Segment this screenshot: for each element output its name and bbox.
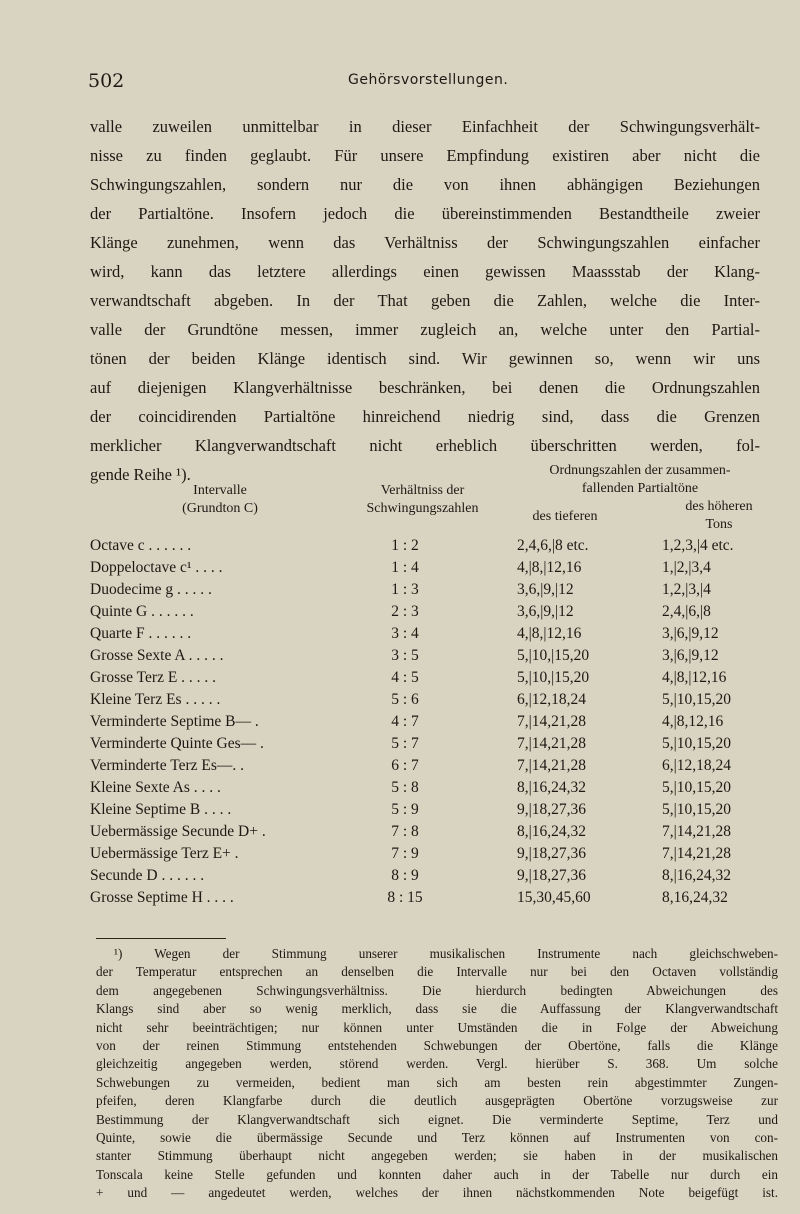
lower-partials: 9,|18,27,36 xyxy=(517,845,586,862)
ratio-value: 5 : 6 xyxy=(391,691,419,708)
higher-partials: 3,|6,|9,12 xyxy=(662,625,719,642)
interval-name: Octave c . . . . . . xyxy=(90,537,192,554)
interval-name: Verminderte Terz Es—. . xyxy=(90,757,245,774)
higher-partials: 1,2,3,|4 etc. xyxy=(662,537,734,554)
page-number: 502 xyxy=(88,70,125,92)
interval-table xyxy=(90,535,770,909)
higher-partials: 5,|10,15,20 xyxy=(662,801,731,818)
ratio-value: 5 : 7 xyxy=(391,735,419,752)
interval-name: Secunde D . . . . . . xyxy=(90,867,205,884)
table-header xyxy=(90,460,770,532)
header-tieferen: des tieferen xyxy=(532,509,598,524)
table-row xyxy=(90,711,770,733)
body-line: der coincidirenden Partialtöne hinreichend niedrig sind, dass die Grenzen xyxy=(90,407,760,426)
body-line: Schwingungszahlen, sondern nur die von ihnen abhängigen Beziehungen xyxy=(90,175,760,194)
header-intervalle-line-1: Intervalle xyxy=(193,483,247,498)
interval-name: Grosse Septime H . . . . xyxy=(90,889,234,906)
lower-partials: 9,|18,27,36 xyxy=(517,867,586,884)
lower-partials: 7,|14,21,28 xyxy=(517,735,586,752)
table-row xyxy=(90,733,770,755)
footnote-line: stanter Stimmung überhaupt nicht angegeben werden; sie haben in der musikalischen xyxy=(96,1148,778,1164)
higher-partials: 4,|8,|12,16 xyxy=(662,669,727,686)
table-row xyxy=(90,645,770,667)
page-header xyxy=(88,70,760,94)
lower-partials: 8,|16,24,32 xyxy=(517,823,586,840)
ratio-value: 6 : 7 xyxy=(391,757,419,774)
higher-partials: 1,2,|3,|4 xyxy=(662,581,711,598)
table-row xyxy=(90,799,770,821)
header-ordnungszahlen-line-1: Ordnungszahlen der zusammen- xyxy=(549,463,731,478)
lower-partials: 3,6,|9,|12 xyxy=(517,581,574,598)
lower-partials: 5,|10,|15,20 xyxy=(517,647,590,664)
interval-name: Quinte G . . . . . . xyxy=(90,603,194,620)
ratio-value: 5 : 9 xyxy=(391,801,419,818)
higher-partials: 3,|6,|9,12 xyxy=(662,647,719,664)
lower-partials: 5,|10,|15,20 xyxy=(517,669,590,686)
ratio-value: 4 : 5 xyxy=(391,669,419,686)
ratio-value: 3 : 5 xyxy=(391,647,419,664)
higher-partials: 8,|16,24,32 xyxy=(662,867,731,884)
table-row xyxy=(90,579,770,601)
interval-name: Duodecime g . . . . . xyxy=(90,581,212,598)
footnote-line: gleichzeitig angegeben werden, störend werden. Vergl. hierüber S. 368. Um solche xyxy=(96,1056,778,1072)
body-line: tönen der beiden Klänge identisch sind. Wir gewinnen so, wenn wir uns xyxy=(90,349,760,368)
table-row xyxy=(90,601,770,623)
lower-partials: 8,|16,24,32 xyxy=(517,779,586,796)
body-text xyxy=(90,112,760,489)
ratio-value: 5 : 8 xyxy=(391,779,419,796)
interval-name: Verminderte Septime B— . xyxy=(90,713,259,730)
ratio-value: 8 : 9 xyxy=(391,867,419,884)
body-line: verwandtschaft abgeben. In der That geben die Zahlen, welche die Inter- xyxy=(90,291,760,310)
body-line: wird, kann das letztere allerdings einen gewissen Maassstab der Klang- xyxy=(90,262,760,281)
footnote-line: ¹) Wegen der Stimmung unserer musikalischen Instrumente nach gleichschweben- xyxy=(114,946,778,961)
footnote-line: Quinte, sowie die übermässige Secunde und Terz können auf Instrumenten von con- xyxy=(96,1129,778,1145)
table-row xyxy=(90,777,770,799)
body-line: merklicher Klangverwandtschaft nicht erheblich überschritten werden, fol- xyxy=(90,436,760,455)
higher-partials: 7,|14,21,28 xyxy=(662,845,731,862)
body-line: nisse zu finden geglaubt. Für unsere Empfindung existiren aber nicht die xyxy=(90,146,760,165)
higher-partials: 5,|10,15,20 xyxy=(662,735,731,752)
ratio-value: 1 : 2 xyxy=(391,537,419,554)
ratio-value: 1 : 3 xyxy=(391,581,419,598)
header-hoeheren-line-1: des höheren xyxy=(685,499,753,514)
table-row xyxy=(90,623,770,645)
header-hoeheren xyxy=(668,498,770,534)
header-ordnungszahlen xyxy=(510,462,770,498)
ratio-value: 3 : 4 xyxy=(391,625,419,642)
interval-name: Doppeloctave c¹ . . . . xyxy=(90,559,223,576)
body-line: der Partialtöne. Insofern jedoch die übereinstimmenden Bestandtheile zweier xyxy=(90,204,760,223)
body-line: auf diejenigen Klangverhältnisse beschränken, bei denen die Ordnungszahlen xyxy=(90,378,760,397)
interval-name: Kleine Sexte As . . . . xyxy=(90,779,221,796)
ratio-value: 2 : 3 xyxy=(391,603,419,620)
footnote-line: + und — angedeutet werden, welches der ihnen nächstkommenden Note beigefügt ist. xyxy=(96,1185,778,1201)
lower-partials: 6,|12,18,24 xyxy=(517,691,586,708)
footnote xyxy=(96,945,778,1202)
body-line: valle zuweilen unmittelbar in dieser Einfachheit der Schwingungsverhält- xyxy=(90,117,760,136)
ratio-value: 7 : 9 xyxy=(391,845,419,862)
interval-name: Grosse Terz E . . . . . xyxy=(90,669,217,686)
lower-partials: 15,30,45,60 xyxy=(517,889,591,906)
table-row xyxy=(90,821,770,843)
header-hoeheren-line-2: Tons xyxy=(705,517,733,532)
higher-partials: 5,|10,15,20 xyxy=(662,779,731,796)
higher-partials: 1,|2,|3,4 xyxy=(662,559,711,576)
table-row xyxy=(90,557,770,579)
lower-partials: 2,4,6,|8 etc. xyxy=(517,537,589,554)
lower-partials: 9,|18,27,36 xyxy=(517,801,586,818)
higher-partials: 5,|10,15,20 xyxy=(662,691,731,708)
lower-partials: 4,|8,|12,16 xyxy=(517,559,582,576)
table-row xyxy=(90,887,770,909)
footnote-line: der Temperatur entsprechen an denselben die Intervalle nur bei den Octaven vollständig xyxy=(96,964,778,980)
ratio-value: 8 : 15 xyxy=(387,889,423,906)
footnote-line: Tonscala keine Stelle gefunden und konnten daher auch in der Tabelle nur durch ein xyxy=(96,1166,778,1182)
table-row xyxy=(90,865,770,887)
interval-name: Uebermässige Terz E+ . xyxy=(90,845,239,862)
body-line: Klänge zunehmen, wenn das Verhältniss der Schwingungszahlen einfacher xyxy=(90,233,760,252)
ratio-value: 7 : 8 xyxy=(391,823,419,840)
higher-partials: 4,|8,12,16 xyxy=(662,713,724,730)
header-verhaeltniss xyxy=(340,482,505,518)
higher-partials: 2,4,|6,|8 xyxy=(662,603,711,620)
footnote-divider xyxy=(96,938,226,939)
interval-name: Quarte F . . . . . . xyxy=(90,625,192,642)
header-verhaeltniss-line-1: Verhältniss der xyxy=(380,483,465,498)
footnote-line: nicht sehr beeinträchtigen; nur können unter Umständen die in Folge der Abweichung xyxy=(96,1019,778,1035)
ratio-value: 4 : 7 xyxy=(391,713,419,730)
footnote-line: dem angegebenen Schwingungsverhältniss. Die hierdurch bedingten Abweichungen des xyxy=(96,982,778,998)
header-ordnungszahlen-line-2: fallenden Partialtöne xyxy=(581,481,699,496)
header-intervalle-line-2: (Grundton C) xyxy=(182,501,258,516)
interval-name: Kleine Terz Es . . . . . xyxy=(90,691,221,708)
header-intervalle xyxy=(150,482,290,518)
interval-name: Kleine Septime B . . . . xyxy=(90,801,232,818)
table-row xyxy=(90,667,770,689)
footnote-line: Bestimmung der Klangverwandtschaft sich eignet. Die verminderte Septime, Terz und xyxy=(96,1111,778,1127)
body-line: gende Reihe ¹). xyxy=(90,465,191,484)
table-row xyxy=(90,755,770,777)
table-row xyxy=(90,535,770,557)
interval-name: Verminderte Quinte Ges— . xyxy=(90,735,264,752)
table-row xyxy=(90,689,770,711)
body-line: valle der Grundtöne messen, immer zugleich an, welche unter den Partial- xyxy=(90,320,760,339)
table-row xyxy=(90,843,770,865)
interval-name: Grosse Sexte A . . . . . xyxy=(90,647,224,664)
lower-partials: 7,|14,21,28 xyxy=(517,713,586,730)
footnote-line: von der reinen Stimmung entstehenden Schwebungen der Obertöne, falls die Klänge xyxy=(96,1037,778,1053)
ratio-value: 1 : 4 xyxy=(391,559,419,576)
higher-partials: 7,|14,21,28 xyxy=(662,823,731,840)
header-verhaeltniss-line-2: Schwingungszahlen xyxy=(366,501,479,516)
interval-name: Uebermässige Secunde D+ . xyxy=(90,823,266,840)
higher-partials: 6,|12,18,24 xyxy=(662,757,731,774)
lower-partials: 3,6,|9,|12 xyxy=(517,603,574,620)
higher-partials: 8,16,24,32 xyxy=(662,889,728,906)
footnote-line: pfeifen, deren Klangfarbe durch die deutlich ausgeprägten Obertöne vorzugsweise zur xyxy=(96,1093,778,1109)
lower-partials: 4,|8,|12,16 xyxy=(517,625,582,642)
footnote-line: Schwebungen zu vermeiden, bedient man sich am besten rein abgestimmter Zungen- xyxy=(96,1074,778,1090)
lower-partials: 7,|14,21,28 xyxy=(517,757,586,774)
footnote-line: Klangs sind aber so wenig merklich, dass sie die Auffassung der Klangverwandtschaft xyxy=(96,1001,778,1017)
running-title: Gehörsvorstellungen. xyxy=(348,72,509,88)
